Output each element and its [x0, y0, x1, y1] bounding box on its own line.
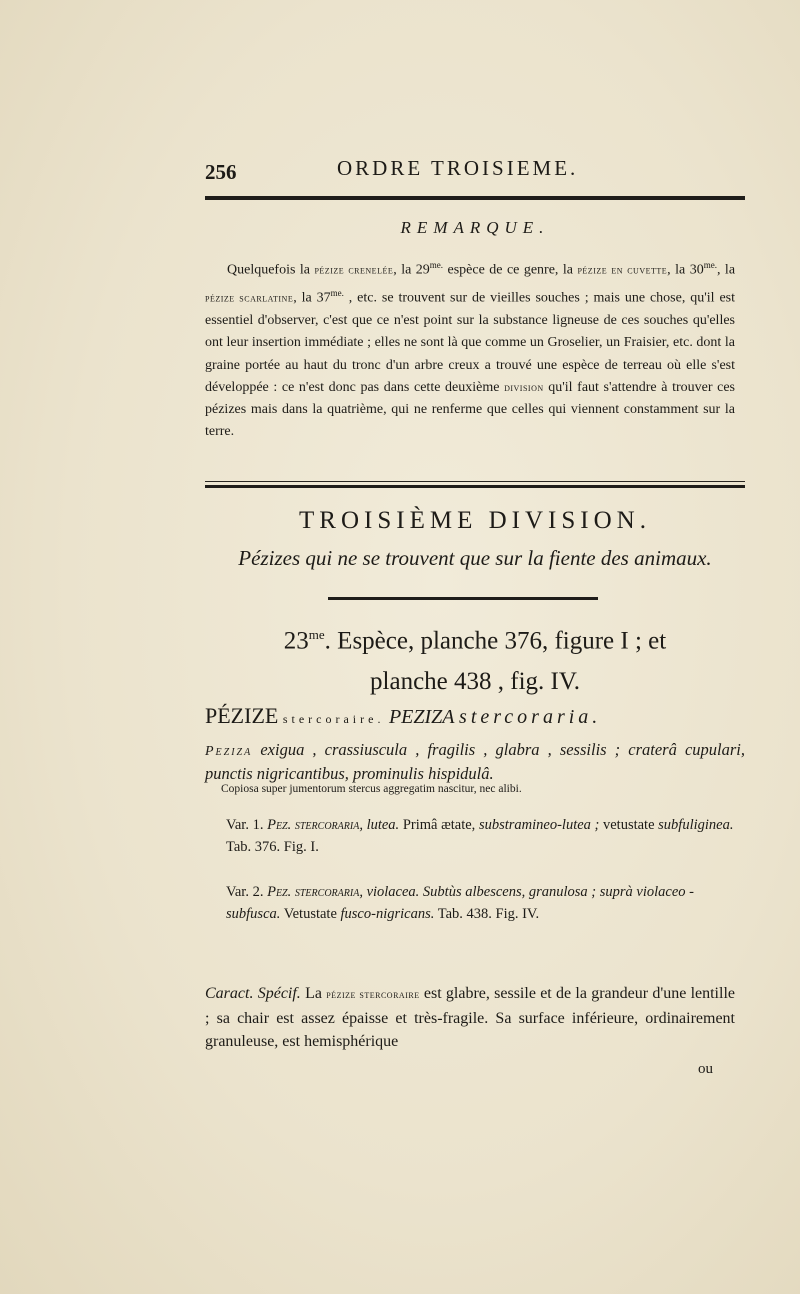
- section-rule-bottom: [205, 485, 745, 488]
- division-title: TROISIÈME DIVISION.: [299, 507, 651, 534]
- short-rule: [328, 597, 598, 600]
- species-name: PÉZIZE stercoraire. PEZIZA stercoraria.: [205, 703, 602, 728]
- catchword: ou: [698, 1061, 713, 1077]
- specific-characters: Caract. Spécif. La pézize stercoraire est glabre, sessile et de la grandeur d'une lentille ; sa chair est assez épaisse et très-fragile. Sa surface inférieure, ordinairement granuleuse, est hemisphérique: [205, 985, 735, 1050]
- page-number: 256: [205, 160, 237, 184]
- section-rule-top: [205, 481, 745, 482]
- species-number-heading: $23^{me}$. Espèce, planche 376, figure I ; et planche 438 , fig. IV.: [283, 627, 667, 696]
- latin-diagnosis: Peziza exigua , crassiuscula , fragilis , glabra , sessilis ; craterâ cupulari, punctis nigricantibus, prominulis hispidulâ.: [205, 740, 745, 783]
- division-subtitle: Pézizes qui ne se trouvent que sur la fiente des animaux.: [238, 546, 712, 570]
- remarque-title: REMARQUE.: [400, 218, 550, 237]
- variety-1: Var. 1. Pez. stercoraria, lutea. Primâ ætate, substramineo-lutea ; vetustate subfuliginea. Tab. 376. Fig. I.: [226, 817, 734, 855]
- habitat-note: Copiosa super jumentorum stercus aggregatim nascitur, nec alibi.: [221, 783, 522, 795]
- running-title: ORDRE TROISIEME.: [337, 156, 579, 180]
- remarque-paragraph: Quelquefois la pézize crenelée, la $29^{me.}$ espèce de ce genre, la pézize en cuvette, la $30^{me.}$, la pézize scarlatine, la $37^{me.}$ , etc. se trouvent sur de vieilles souches ; mais une chose, qu'il est essentiel d'observer, c'est que ce n'est point sur la substance ligneuse de ces souches qu'elles ont leur insertion immédiate ; elles ne sont là que comme un Groselier, un Fraisier, etc. dont la graine portée au haut du tronc d'un arbre creux a trouvé une espèce de terreau où elle s'est développée : ce n'est donc pas dans cette deuxième division qu'il faut s'attendre à trouver ces pézizes mais dans la quatrième, qui ne renferme que celles qui viennent constamment sur la terre.: [205, 260, 736, 440]
- header-rule: [205, 196, 745, 200]
- page-header: [205, 156, 765, 190]
- variety-2: Var. 2. Pez. stercoraria, violacea. Subtùs albescens, granulosa ; suprà violaceo - subfusca. Vetustate fusco-nigricans. Tab. 438. Fig. IV.: [226, 884, 694, 922]
